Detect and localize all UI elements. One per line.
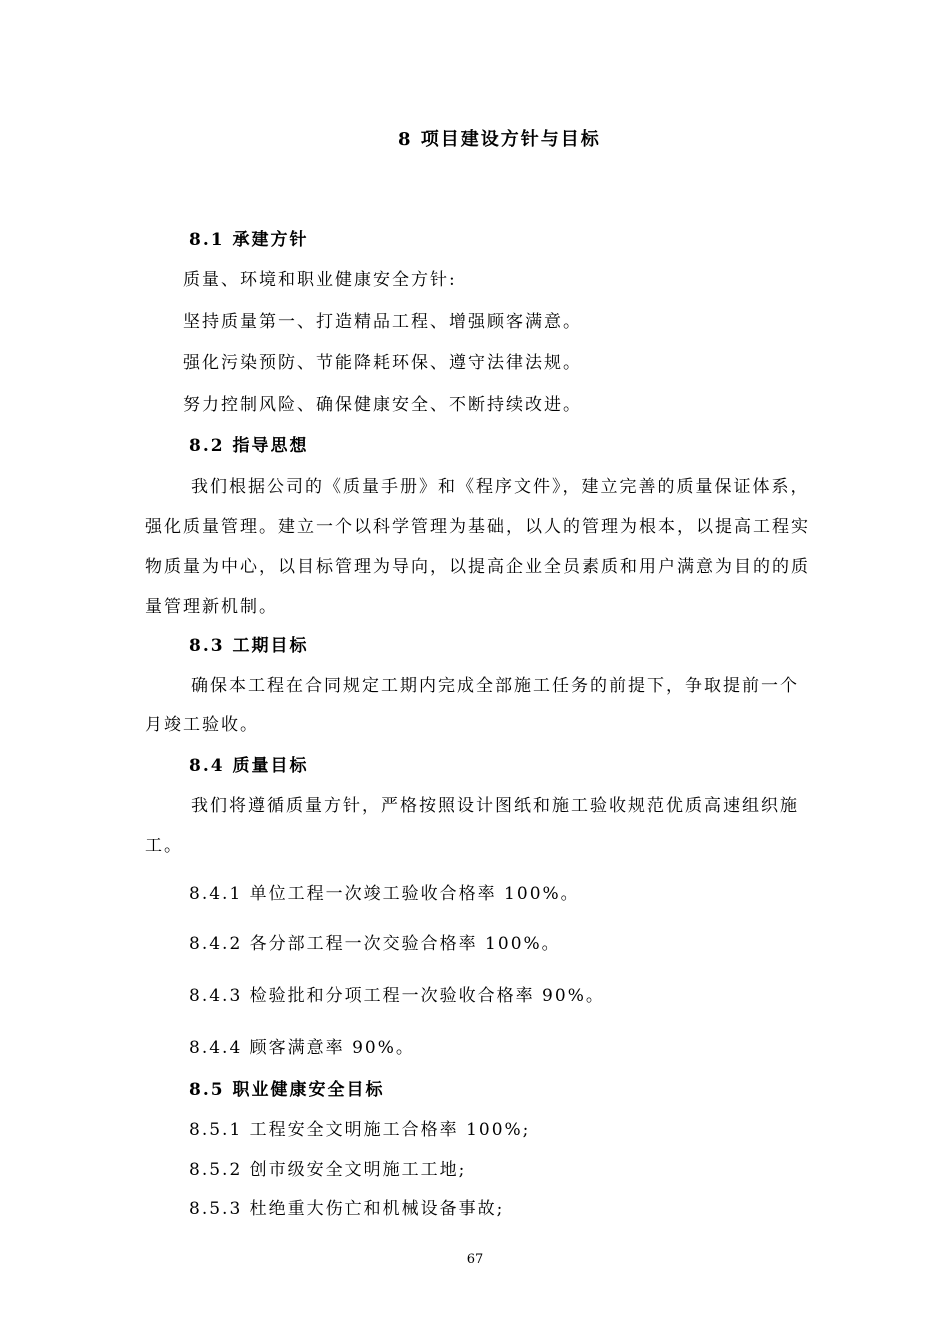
chapter-title: 8 项目建设方针与目标 (398, 129, 601, 150)
list-item: 8.4.4 顾客满意率 90%。 (189, 1038, 415, 1058)
section-heading: 8.2 指导思想 (189, 436, 309, 456)
paragraph-line: 我们根据公司的《质量手册》和《程序文件》，建立完善的质量保证体系， (191, 477, 810, 497)
section-heading: 8.1 承建方针 (189, 230, 309, 250)
paragraph-line: 努力控制风险、确保健康安全、不断持续改进。 (183, 395, 582, 415)
paragraph-line: 质量、环境和职业健康安全方针: (183, 270, 457, 290)
paragraph-line: 物质量为中心，以目标管理为导向，以提高企业全员素质和用户满意为目的的质 (145, 557, 810, 577)
paragraph-line: 工。 (145, 836, 183, 856)
paragraph-line: 强化污染预防、节能降耗环保、遵守法律法规。 (183, 353, 582, 373)
section-heading: 8.3 工期目标 (189, 636, 309, 656)
list-item: 8.5.1 工程安全文明施工合格率 100%; (189, 1120, 531, 1140)
paragraph-line: 量管理新机制。 (145, 597, 278, 617)
section-heading: 8.4 质量目标 (189, 756, 309, 776)
paragraph-line: 月竣工验收。 (145, 715, 259, 735)
list-item: 8.5.3 杜绝重大伤亡和机械设备事故; (189, 1199, 505, 1219)
list-item: 8.4.3 检验批和分项工程一次验收合格率 90%。 (189, 986, 605, 1006)
paragraph-line: 确保本工程在合同规定工期内完成全部施工任务的前提下，争取提前一个 (191, 676, 799, 696)
page-number: 67 (466, 1252, 484, 1267)
paragraph-line: 我们将遵循质量方针，严格按照设计图纸和施工验收规范优质高速组织施 (191, 796, 799, 816)
list-item: 8.4.2 各分部工程一次交验合格率 100%。 (189, 934, 561, 954)
list-item: 8.5.2 创市级安全文明施工工地; (189, 1160, 467, 1180)
list-item: 8.4.1 单位工程一次竣工验收合格率 100%。 (189, 884, 580, 904)
section-heading: 8.5 职业健康安全目标 (189, 1080, 385, 1100)
paragraph-line: 强化质量管理。建立一个以科学管理为基础，以人的管理为根本，以提高工程实 (145, 517, 810, 537)
paragraph-line: 坚持质量第一、打造精品工程、增强顾客满意。 (183, 312, 582, 332)
